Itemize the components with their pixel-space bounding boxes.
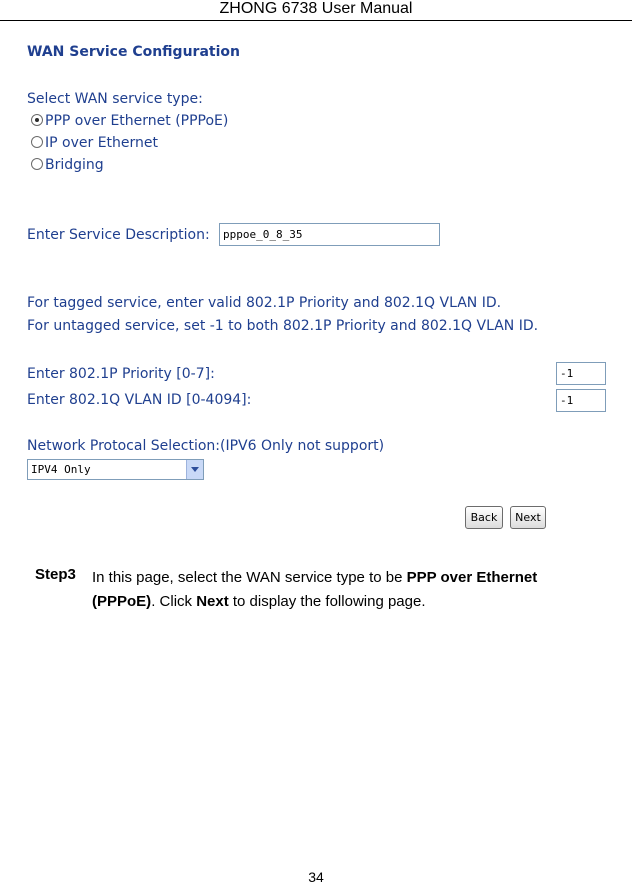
radio-bridging-label: Bridging — [45, 157, 104, 173]
radio-ipoe-label: IP over Ethernet — [45, 135, 158, 151]
untagged-service-note: For untagged service, set -1 to both 802.1P Priority and 802.1Q VLAN ID. — [27, 318, 539, 334]
radio-bridging[interactable] — [31, 158, 43, 170]
protocol-label: Network Protocal Selection:(IPV6 Only not support) — [27, 438, 385, 454]
step-bold-service: PPP over Ethernet (PPPoE) — [92, 569, 538, 610]
vlan-id-input[interactable]: -1 — [556, 389, 606, 412]
service-type-label: Select WAN service type: — [27, 91, 203, 107]
priority-label: Enter 802.1P Priority [0-7]: — [27, 366, 215, 382]
description-label: Enter Service Description: — [27, 227, 210, 243]
page-number: 34 — [308, 869, 324, 885]
radio-pppoe-label: PPP over Ethernet (PPPoE) — [45, 113, 229, 129]
chevron-down-icon[interactable] — [186, 460, 203, 479]
next-button[interactable]: Next — [510, 506, 546, 529]
radio-ipoe-row[interactable] — [31, 135, 158, 151]
protocol-selected-value: IPV4 Only — [31, 463, 91, 476]
radio-ipoe[interactable] — [31, 136, 43, 148]
back-button[interactable]: Back — [465, 506, 503, 529]
radio-bridging-row[interactable] — [31, 157, 104, 173]
tagged-service-note: For tagged service, enter valid 802.1P Priority and 802.1Q VLAN ID. — [27, 295, 502, 311]
step-text-part: to display the following page. — [228, 593, 426, 610]
service-description-input[interactable]: pppoe_0_8_35 — [219, 223, 440, 246]
page-title: WAN Service Configuration — [27, 44, 240, 60]
step-text-part: . Click — [151, 593, 197, 610]
step-label: Step3 — [35, 566, 76, 583]
document-header: ZHONG 6738 User Manual — [0, 0, 632, 21]
priority-input[interactable]: -1 — [556, 362, 606, 385]
step-text-part: In this page, select the WAN service type to be — [92, 569, 407, 586]
step-bold-next: Next — [196, 593, 229, 610]
radio-pppoe-row[interactable] — [31, 113, 228, 129]
radio-pppoe[interactable] — [31, 114, 43, 126]
vlan-label: Enter 802.1Q VLAN ID [0-4094]: — [27, 392, 252, 408]
protocol-select[interactable] — [27, 459, 204, 480]
step-description — [92, 566, 602, 614]
